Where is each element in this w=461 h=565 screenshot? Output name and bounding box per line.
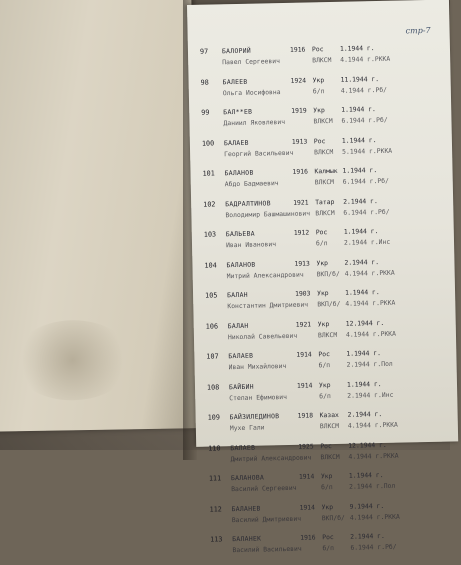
entry-party: ВЛКСМ bbox=[312, 55, 331, 66]
entry-number: 108 bbox=[207, 382, 225, 393]
entry-nationality: Рос bbox=[318, 349, 330, 360]
entry-given-names: Митрий Александрович bbox=[227, 269, 304, 282]
entry-date: 1.1944 г. bbox=[342, 165, 377, 177]
entry-surname: БАДРАЛТИНОВ bbox=[225, 198, 271, 210]
entry-date: 1.1944 г. bbox=[347, 379, 382, 391]
entry-fate: 2.1944 г.Пол bbox=[346, 359, 392, 371]
entry-party: ВКП/б/ bbox=[317, 268, 340, 279]
entry-nationality: Рос bbox=[314, 136, 326, 147]
entry-fate: 2.1944 г.Пол bbox=[349, 481, 395, 493]
entry-party: ВКП/б/ bbox=[317, 299, 340, 310]
entry-nationality: Рос bbox=[322, 532, 334, 543]
entry-given-names: Константин Дмитриевич bbox=[227, 300, 308, 313]
entry-date: 1.1944 г. bbox=[345, 287, 380, 299]
entry-number: 102 bbox=[203, 199, 221, 210]
entry-given-names: Ольга Иосифовна bbox=[223, 87, 281, 99]
entry-surname: БАЛАНОВА bbox=[231, 472, 264, 484]
entry-given-names: Даниил Яковлевич bbox=[223, 117, 285, 129]
entry-birth-year: 1913 bbox=[292, 136, 308, 147]
entry-date: 1.1944 г. bbox=[346, 348, 381, 360]
entry-date: 1.1944 г. bbox=[342, 135, 377, 147]
entry-date: 11.1944 г. bbox=[340, 73, 379, 85]
entry-surname: БАЛАНОВ bbox=[224, 168, 253, 180]
entry-surname: БАЛАЕВ bbox=[230, 442, 255, 454]
entry-nationality: Укр bbox=[321, 471, 333, 482]
entry-number: 110 bbox=[208, 443, 226, 454]
entry-given-names: Дмитрий Александрович bbox=[230, 452, 311, 465]
entry-birth-year: 1921 bbox=[296, 319, 312, 330]
entry-number: 105 bbox=[205, 290, 223, 301]
entry-date: 2.1944 г. bbox=[343, 196, 378, 208]
entry-surname: БАЛАЕВ bbox=[224, 137, 249, 149]
entry-fate: 4.1944 г.РККА bbox=[348, 420, 398, 432]
entry-given-names: Иван Михайлович bbox=[228, 361, 286, 373]
entry-birth-year: 1914 bbox=[299, 502, 315, 513]
entry-surname: БАЛАН bbox=[228, 320, 249, 331]
entry-surname: БАЛ**ЕВ bbox=[223, 107, 252, 119]
entry-nationality: Укр bbox=[313, 105, 325, 116]
entry-fate: 4.1944 г.РККА bbox=[345, 267, 395, 279]
entry-surname: БАЛАНЕК bbox=[232, 534, 261, 546]
entry-party: ВЛКСМ bbox=[314, 146, 333, 157]
entry-fate: 4.1944 г.РККА bbox=[348, 450, 398, 462]
entry-party: ВЛКСМ bbox=[318, 329, 337, 340]
entry-birth-year: 1921 bbox=[293, 197, 309, 208]
page-stain bbox=[12, 319, 133, 401]
entry-party: ВЛКСМ bbox=[315, 207, 334, 218]
entry-birth-year: 1916 bbox=[290, 45, 306, 56]
entry-nationality: Укр bbox=[321, 502, 333, 513]
entry-birth-year: 1914 bbox=[296, 349, 312, 360]
entry-birth-year: 1918 bbox=[298, 410, 314, 421]
entry-given-names: Володимир Башмашинович bbox=[225, 208, 310, 221]
entry-nationality: Рос bbox=[320, 441, 332, 452]
entry-number: 113 bbox=[210, 534, 228, 545]
entry-party: ВЛКСМ bbox=[320, 421, 339, 432]
entry-party: ВЛКСМ bbox=[320, 451, 339, 462]
entry-fate: 6.1944 г.Рб/ bbox=[343, 206, 389, 218]
entry-fate: 4.1944 г.РККА bbox=[345, 298, 395, 310]
entry-number: 107 bbox=[206, 351, 224, 362]
entry-date: 1.1944 г. bbox=[340, 43, 375, 55]
entry-number: 109 bbox=[208, 412, 226, 423]
entry-given-names: Василий Сергеевич bbox=[231, 483, 297, 495]
entry-surname: БАЙЗИЛЕДИНОВ bbox=[230, 411, 280, 423]
entry-fate: 4.1944 г.Рб/ bbox=[341, 84, 387, 96]
entry-given-names: Николай Савельевич bbox=[228, 330, 297, 342]
entry-given-names: Павел Сергеевич bbox=[222, 56, 280, 68]
entry-number: 97 bbox=[200, 46, 218, 57]
entry-fate: 5.1944 г.РККА bbox=[342, 145, 392, 157]
entry-birth-year: 1919 bbox=[291, 106, 307, 117]
entry-birth-year: 1913 bbox=[294, 258, 310, 269]
entry-surname: БАЛЬЕВА bbox=[226, 229, 255, 241]
entry-nationality: Рос bbox=[316, 227, 328, 238]
entry-party: ВЛКСМ bbox=[315, 177, 334, 188]
entry-fate: 6.1944 г.Рб/ bbox=[341, 115, 387, 127]
register-entry bbox=[210, 529, 461, 565]
entry-number: 106 bbox=[206, 321, 224, 332]
entry-birth-year: 1914 bbox=[299, 471, 315, 482]
entry-birth-year: 1916 bbox=[292, 167, 308, 178]
entry-date: 1.1944 г. bbox=[341, 104, 376, 116]
entry-given-names: Василий Васильевич bbox=[232, 544, 301, 556]
entry-number: 111 bbox=[209, 473, 227, 484]
entry-fate: 4.1944 г.РККА bbox=[350, 511, 400, 523]
entry-party: ВКП/б/ bbox=[322, 512, 345, 523]
entry-nationality: Укр bbox=[312, 75, 324, 86]
entry-surname: БАЛАНЕВ bbox=[231, 503, 260, 515]
entry-given-names: Мухе Гали bbox=[230, 422, 265, 434]
entry-surname: БАЛЕЕВ bbox=[223, 76, 248, 88]
entry-party: б/п bbox=[313, 86, 325, 97]
entry-given-names: Иван Иванович bbox=[226, 239, 276, 251]
entry-surname: БАЙБИН bbox=[229, 381, 254, 393]
entry-nationality: Казах bbox=[320, 410, 339, 421]
entry-fate: 4.1944 г.РККА bbox=[340, 54, 390, 66]
entry-surname: БАЛАНОВ bbox=[226, 259, 255, 271]
entry-date: 12.1944 г. bbox=[348, 439, 387, 451]
entry-birth-year: 1912 bbox=[294, 227, 310, 238]
entry-number: 104 bbox=[204, 260, 222, 271]
page-number-mark: стр-7 bbox=[405, 26, 430, 36]
register-list bbox=[200, 42, 461, 565]
entry-birth-year: 1914 bbox=[297, 380, 313, 391]
entry-given-names: Степан Ефимович bbox=[229, 391, 287, 403]
entry-date: 1.1944 г. bbox=[344, 226, 379, 238]
entry-number: 98 bbox=[201, 77, 219, 88]
entry-given-names: Василий Дмитриевич bbox=[232, 513, 301, 525]
entry-fate: 6.1944 г.Рб/ bbox=[343, 176, 389, 188]
left-page bbox=[0, 0, 199, 432]
entry-nationality: Рос bbox=[312, 44, 324, 55]
entry-fate: 2.1944 г.Инс bbox=[347, 389, 393, 401]
entry-party: ВЛКСМ bbox=[313, 116, 332, 127]
entry-date: 2.1944 г. bbox=[344, 257, 379, 269]
entry-birth-year: 1925 bbox=[298, 441, 314, 452]
entry-nationality: Укр bbox=[316, 258, 328, 269]
entry-number: 101 bbox=[202, 168, 220, 179]
entry-nationality: Укр bbox=[317, 288, 329, 299]
entry-date: 9.1944 г. bbox=[349, 500, 384, 512]
right-page bbox=[187, 0, 458, 447]
entry-surname: БАЛАН bbox=[227, 290, 248, 301]
entry-nationality: Укр bbox=[319, 380, 331, 391]
entry-birth-year: 1924 bbox=[290, 75, 306, 86]
entry-nationality: Калмык bbox=[314, 166, 337, 177]
entry-number: 100 bbox=[202, 138, 220, 149]
entry-nationality: Укр bbox=[318, 319, 330, 330]
entry-party: б/п bbox=[322, 543, 334, 554]
entry-number: 103 bbox=[204, 229, 222, 240]
entry-date: 1.1944 г. bbox=[349, 470, 384, 482]
entry-birth-year: 1916 bbox=[300, 532, 316, 543]
entry-date: 2.1944 г. bbox=[348, 409, 383, 421]
entry-given-names: Георгий Васильевич bbox=[224, 147, 293, 159]
entry-date: 2.1944 г. bbox=[350, 531, 385, 543]
entry-fate: 2.1944 г.Инс bbox=[344, 237, 390, 249]
entry-nationality: Татар bbox=[315, 196, 334, 207]
entry-party: б/п bbox=[318, 360, 330, 371]
entry-given-names: Абдо Бадмаевич bbox=[225, 178, 279, 190]
entry-party: б/п bbox=[316, 238, 328, 249]
entry-date: 12.1944 г. bbox=[346, 317, 385, 329]
entry-number: 112 bbox=[209, 504, 227, 515]
entry-surname: БАЛОРИЙ bbox=[222, 46, 251, 58]
entry-surname: БАЛАЕВ bbox=[228, 351, 253, 363]
entry-birth-year: 1903 bbox=[295, 288, 311, 299]
entry-fate: 4.1944 г.РККА bbox=[346, 328, 396, 340]
entry-number: 99 bbox=[201, 107, 219, 118]
entry-party: б/п bbox=[319, 391, 331, 402]
entry-fate: 6.1944 г.Рб/ bbox=[350, 542, 396, 554]
entry-party: б/п bbox=[321, 482, 333, 493]
